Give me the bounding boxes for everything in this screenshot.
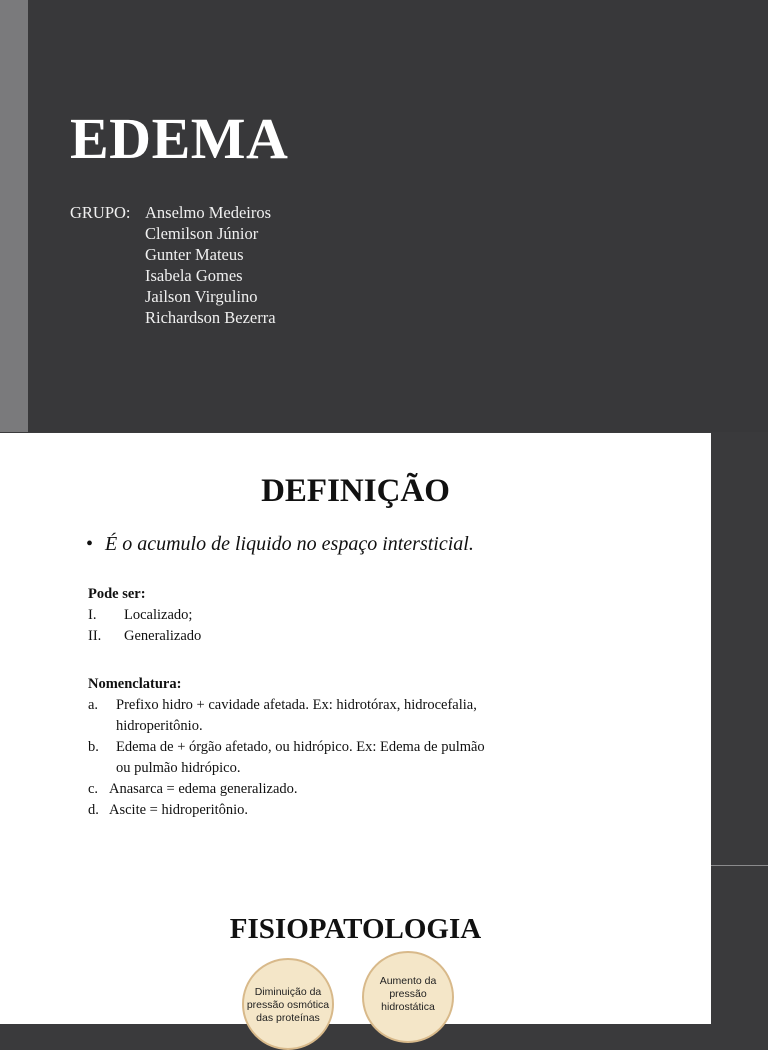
content-slide — [0, 433, 711, 1024]
slide-background-strip — [711, 433, 768, 1024]
list-item-continuation: ou pulmão hidrópico. — [116, 760, 241, 776]
title-slide — [0, 0, 768, 432]
list-item-continuation: hidroperitônio. — [116, 718, 203, 734]
list-item: a. Prefixo hidro + cavidade afetada. Ex: hidrotórax, hidrocefalia, — [88, 697, 477, 713]
group-label: GRUPO: — [70, 203, 131, 222]
slide-accent-bar — [0, 0, 28, 432]
member-name: Clemilson Júnior — [145, 224, 259, 243]
nomenclatura-heading: Nomenclatura: — [88, 676, 182, 692]
member-name: Isabela Gomes — [145, 266, 243, 285]
pode-ser-section — [88, 584, 201, 647]
pode-ser-heading: Pode ser: — [88, 586, 146, 602]
member-name: Anselmo Medeiros — [145, 203, 272, 222]
bullet-icon: • — [86, 533, 94, 555]
list-item: b. Edema de + órgão afetado, ou hidrópico. Ex: Edema de pulmão — [88, 739, 485, 755]
fisiopatologia-title: FISIOPATOLOGIA — [229, 913, 482, 945]
divider — [711, 865, 768, 866]
list-item: I. Localizado; — [88, 607, 193, 623]
group-members — [70, 202, 276, 328]
diagram-bubble: Aumento da pressão hidrostática — [362, 951, 454, 1043]
definition-text: É o acumulo de liquido no espaço intersticial. — [105, 533, 474, 555]
slide-title: EDEMA — [70, 106, 289, 171]
member-name: Richardson Bezerra — [145, 308, 276, 327]
member-name: Gunter Mateus — [145, 245, 244, 264]
member-name: Jailson Virgulino — [145, 287, 258, 306]
definition-bullet — [86, 533, 474, 556]
list-item: c. Anasarca = edema generalizado. — [88, 781, 298, 797]
nomenclatura-section — [88, 674, 485, 821]
definition-title: DEFINIÇÃO — [261, 473, 450, 509]
list-item: II. Generalizado — [88, 628, 202, 644]
diagram-bubble: Diminuição da pressão osmótica das proteínas — [242, 958, 334, 1050]
list-item: d. Ascite = hidroperitônio. — [88, 802, 249, 818]
